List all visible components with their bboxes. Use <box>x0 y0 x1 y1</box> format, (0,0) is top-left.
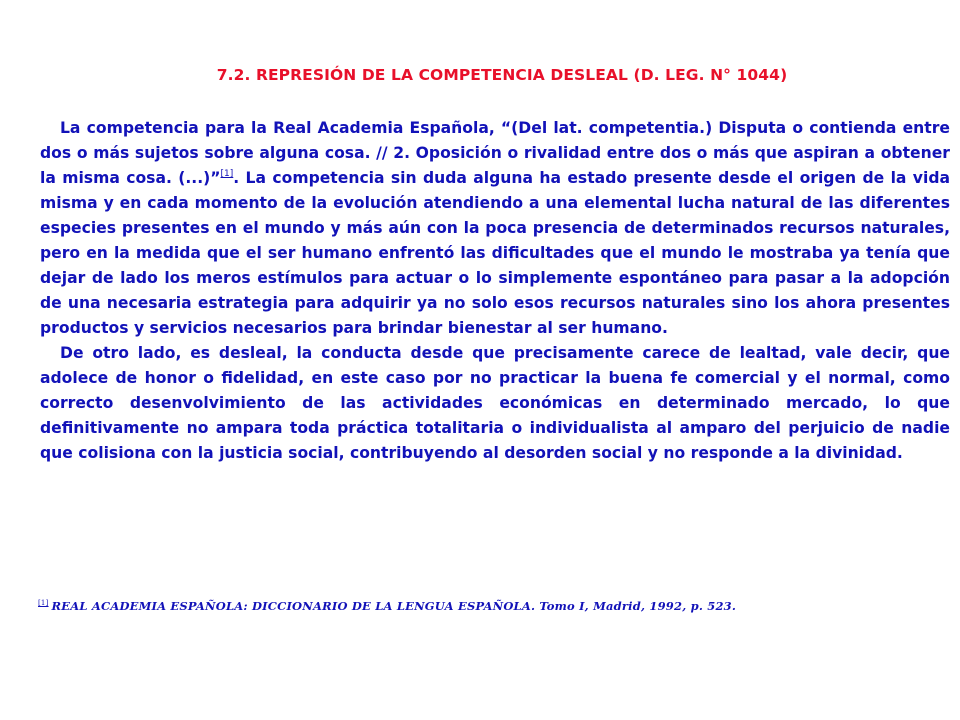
footnote-text: REAL ACADEMIA ESPAÑOLA: DICCIONARIO DE LA LENGUA ESPAÑOLA. Tomo I, Madrid, 1992, p. 523. <box>51 599 737 613</box>
footnote-reference-link[interactable]: [1] <box>220 169 234 179</box>
paragraph-1-before-ref: La competencia para la Real Academia Española, “(Del lat. competentia.) Disputa o contienda entre dos o más sujetos sobre alguna cosa. // 2. Oposición o rivalidad entre dos o más que aspiran a obtener la misma cosa. (...)” <box>40 119 950 187</box>
footnote <box>38 599 938 613</box>
paragraph-competencia <box>40 116 950 341</box>
body-text <box>40 116 950 466</box>
paragraph-1-after-ref: . La competencia sin duda alguna ha estado presente desde el origen de la vida misma y en cada momento de la evolución atendiendo a una elemental lucha natural de las diferentes especies presentes en el mundo y más aún con la poca presencia de determinados recursos naturales, pero en la medida que el ser humano enfrentó las dificultades que el mundo le mostraba ya tenía que dejar de lado los meros estímulos para actuar o lo simplemente espontáneo para pasar a la adopción de una necesaria estrategia para adquirir ya no solo esos recursos naturales sino los ahora presentes productos y servicios necesarios para brindar bienestar al ser humano. <box>40 169 951 337</box>
footnote-mark-link[interactable]: [1] <box>38 599 49 607</box>
paragraph-desleal: De otro lado, es desleal, la conducta desde que precisamente carece de lealtad, vale decir, que adolece de honor o fidelidad, en este caso por no practicar la buena fe comercial y el normal, como correcto desenvolvimiento de las actividades económicas en determinado mercado, lo que definitivamente no ampara toda práctica totalitaria o individualista al amparo del perjuicio de nadie que colisiona con la justicia social, contribuyendo al desorden social y no responde a la divinidad. <box>40 344 950 462</box>
section-title: 7.2. REPRESIÓN DE LA COMPETENCIA DESLEAL (D. LEG. N° 1044) <box>216 66 788 84</box>
